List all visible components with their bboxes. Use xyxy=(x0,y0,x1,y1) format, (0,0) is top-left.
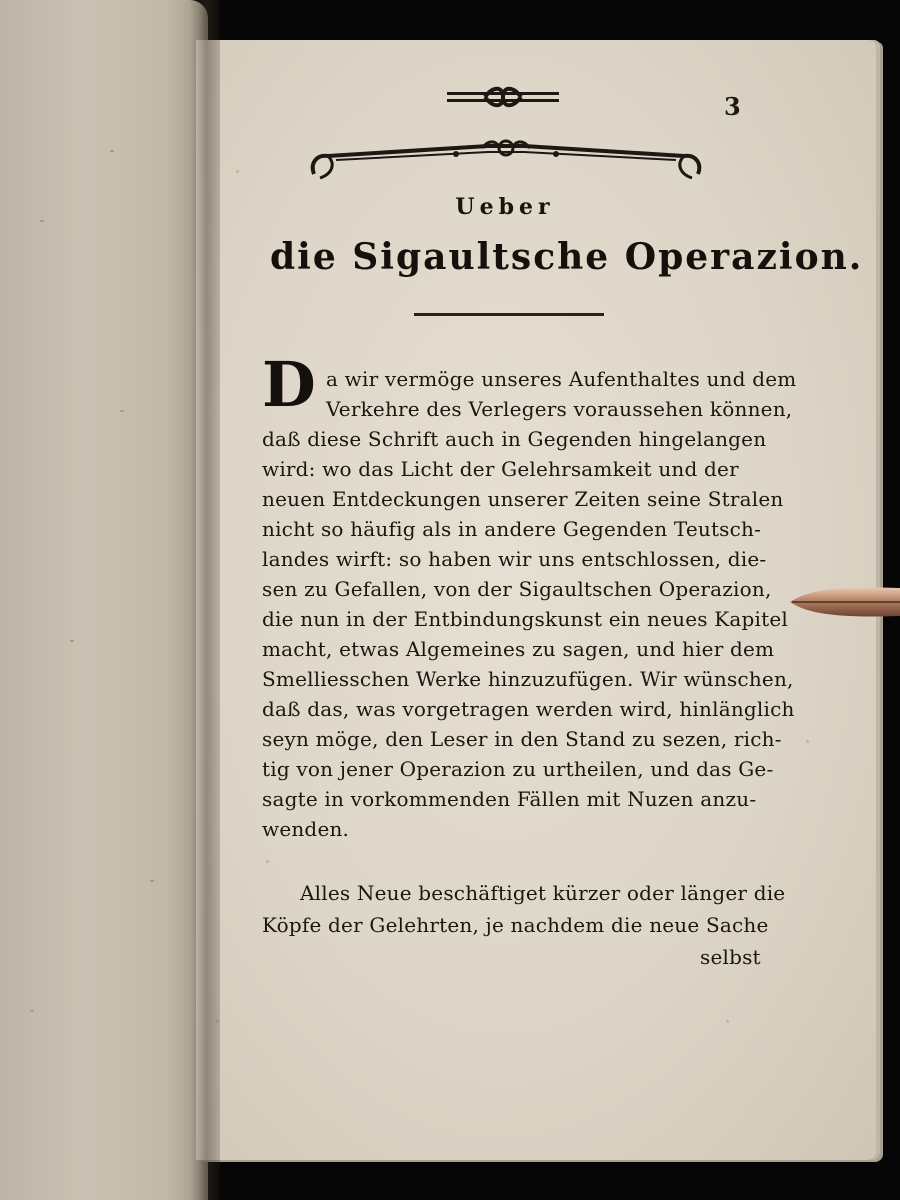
ornament-small-icon xyxy=(445,84,561,110)
text-line: sen zu Gefallen, von der Sigaultschen Operazion, xyxy=(262,577,772,601)
text-line: nicht so häufig als in andere Gegenden Teutsch- xyxy=(262,517,762,541)
title-small: Ueber xyxy=(455,194,555,220)
text-line: macht, etwas Algemeines zu sagen, und hier dem xyxy=(262,637,775,661)
pen-pointer-icon xyxy=(788,582,900,622)
text-line: Köpfe der Gelehrten, je nachdem die neue Sache xyxy=(262,913,769,937)
text-line: landes wirft: so haben wir uns entschlossen, die- xyxy=(262,547,767,571)
text-line: a wir vermöge unseres Aufenthaltes und dem xyxy=(326,367,797,391)
text-line: neuen Entdeckungen unserer Zeiten seine Stralen xyxy=(262,487,784,511)
text-line: daß diese Schrift auch in Gegenden hingelangen xyxy=(262,427,767,451)
title-large: die Sigaultsche Operazion. xyxy=(270,236,864,278)
text-line: wird: wo das Licht der Gelehrsamkeit und der xyxy=(262,457,739,481)
drop-cap: D xyxy=(262,348,316,421)
catchword: selbst xyxy=(700,945,761,969)
text-line: Verkehre des Verlegers voraussehen können, xyxy=(326,397,793,421)
text-line: sagte in vorkommenden Fällen mit Nuzen anzu- xyxy=(262,787,757,811)
title-rule xyxy=(414,313,604,316)
page-number: 3 xyxy=(724,92,741,121)
text-line: seyn möge, den Leser in den Stand zu sezen, rich- xyxy=(262,727,782,751)
book-gutter-shadow xyxy=(190,0,220,1200)
text-line: wenden. xyxy=(262,817,350,841)
text-line: daß das, was vorgetragen werden wird, hinlänglich xyxy=(262,697,795,721)
text-line: tig von jener Operazion zu urtheilen, und das Ge- xyxy=(262,757,774,781)
text-line: Alles Neue beschäftiget kürzer oder länger die xyxy=(300,881,786,905)
left-page xyxy=(0,0,208,1200)
text-line: die nun in der Entbindungskunst ein neues Kapitel xyxy=(262,607,789,631)
ornament-banner-icon xyxy=(306,134,706,186)
text-line: Smelliesschen Werke hinzuzufügen. Wir wünschen, xyxy=(262,667,794,691)
